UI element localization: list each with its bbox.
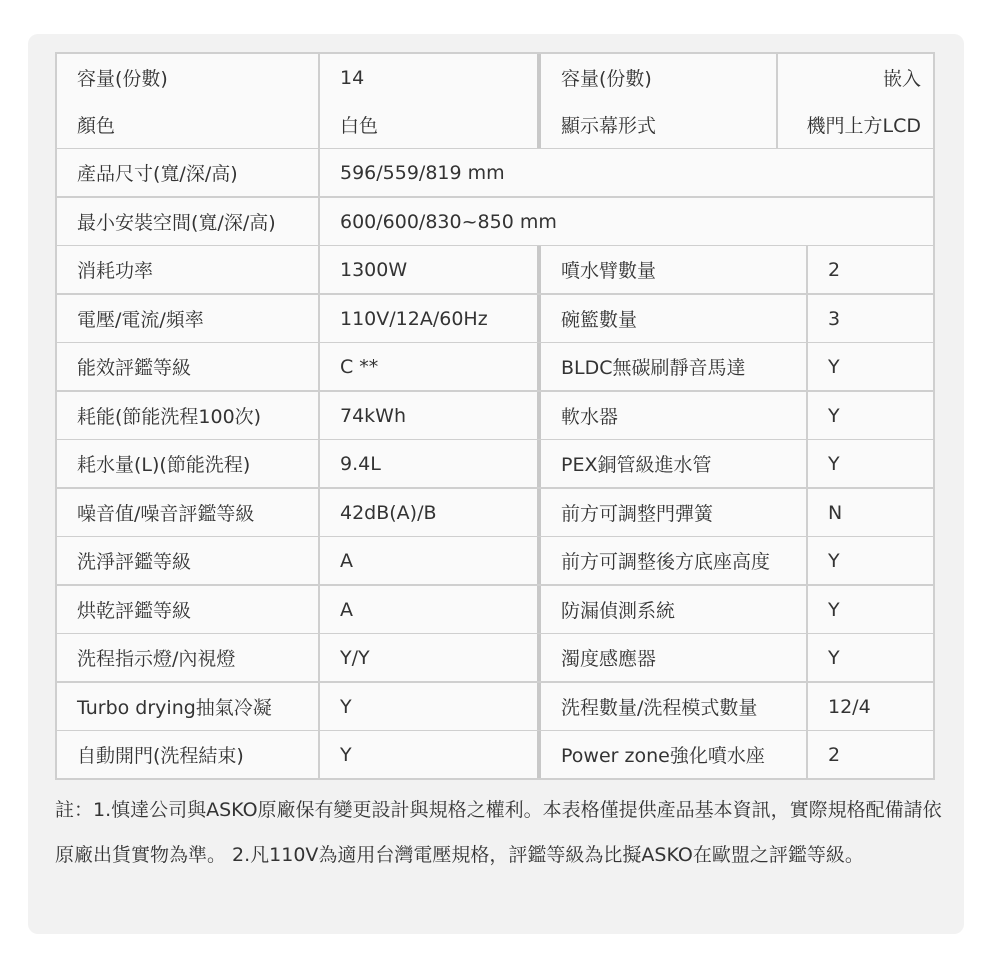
spec-value: Y	[806, 537, 935, 584]
spec-label: 耗水量(L)(節能洗程)	[55, 440, 318, 487]
table-row	[55, 537, 935, 586]
row-right-border	[933, 440, 935, 487]
footnote: 註：1.慎達公司與ASKO原廠保有變更設計與規格之權利。本表格僅提供產品基本資訊，實際規格配備請依原廠出貨實物為準。 2.凡110V為適用台灣電壓規格，評鑑等級為比擬ASKO在歐盟之評鑑等級。	[55, 799, 942, 866]
spec-label: 防漏偵測系統	[537, 586, 806, 633]
row-right-border	[933, 392, 935, 439]
table-row	[55, 295, 935, 344]
spec-value: Y	[318, 731, 537, 778]
spec-label: 顯示幕形式	[537, 101, 776, 148]
spec-label: 耗能(節能洗程100次)	[55, 392, 318, 439]
spec-value: A	[318, 537, 537, 584]
spec-label: 容量(份數)	[55, 54, 318, 101]
spec-label: 洗淨評鑑等級	[55, 537, 318, 584]
spec-label: 洗程數量/洗程模式數量	[537, 683, 806, 730]
spec-label: 洗程指示燈/內視燈	[55, 634, 318, 681]
spec-value: 機門上方LCD	[776, 101, 935, 148]
spec-label: 自動開門(洗程結束)	[55, 731, 318, 778]
row-right-border	[933, 489, 935, 536]
spec-label: 前方可調整門彈簧	[537, 489, 806, 536]
table-row	[55, 731, 935, 780]
spec-label: 碗籃數量	[537, 295, 806, 342]
spec-value: C **	[318, 343, 537, 390]
spec-label: 濁度感應器	[537, 634, 806, 681]
spec-label: Power zone強化噴水座	[537, 731, 806, 778]
spec-value: 600/600/830~850 mm	[318, 198, 935, 245]
spec-label: PEX銅管級進水管	[537, 440, 806, 487]
spec-value: 110V/12A/60Hz	[318, 295, 537, 342]
spec-value: Y	[806, 634, 935, 681]
spec-label: 顏色	[55, 101, 318, 148]
spec-value: 9.4L	[318, 440, 537, 487]
table-row	[55, 586, 935, 635]
table-row	[55, 52, 935, 103]
table-row	[55, 634, 935, 683]
spec-label: 容量(份數)	[537, 54, 776, 101]
table-row	[55, 101, 935, 150]
spec-label: 軟水器	[537, 392, 806, 439]
table-row	[55, 343, 935, 392]
row-right-border	[933, 149, 935, 196]
spec-value: 14	[318, 54, 537, 101]
row-right-border	[933, 634, 935, 681]
spec-table	[55, 52, 935, 773]
spec-value: 2	[806, 731, 935, 778]
spec-value: 42dB(A)/B	[318, 489, 537, 536]
spec-value: 白色	[318, 101, 537, 148]
spec-value: 嵌入	[776, 54, 935, 101]
spec-value: N	[806, 489, 935, 536]
spec-value: 12/4	[806, 683, 935, 730]
row-right-border	[933, 683, 935, 730]
spec-value: 1300W	[318, 246, 537, 293]
table-row	[55, 246, 935, 295]
spec-label: 前方可調整後方底座高度	[537, 537, 806, 584]
spec-value: 2	[806, 246, 935, 293]
table-row	[55, 683, 935, 732]
spec-value: Y	[806, 343, 935, 390]
spec-value: 596/559/819 mm	[318, 149, 935, 196]
row-right-border	[933, 586, 935, 633]
row-right-border	[933, 537, 935, 584]
spec-value: Y/Y	[318, 634, 537, 681]
table-row	[55, 149, 935, 198]
spec-label: 產品尺寸(寬/深/高)	[55, 149, 318, 196]
spec-label: 能效評鑑等級	[55, 343, 318, 390]
spec-label: 電壓/電流/頻率	[55, 295, 318, 342]
table-row	[55, 440, 935, 489]
spec-label: 最小安裝空間(寬/深/高)	[55, 198, 318, 245]
spec-label: 烘乾評鑑等級	[55, 586, 318, 633]
spec-label: 消耗功率	[55, 246, 318, 293]
spec-value: 74kWh	[318, 392, 537, 439]
spec-value: Y	[806, 440, 935, 487]
spec-value: Y	[318, 683, 537, 730]
spec-value: 3	[806, 295, 935, 342]
row-right-border	[933, 198, 935, 245]
spec-label: 噴水臂數量	[537, 246, 806, 293]
spec-value: Y	[806, 392, 935, 439]
table-row	[55, 198, 935, 247]
table-row	[55, 392, 935, 441]
spec-label: Turbo drying抽氣冷凝	[55, 683, 318, 730]
table-row	[55, 489, 935, 538]
row-right-border	[933, 101, 935, 148]
row-right-border	[933, 295, 935, 342]
spec-value: Y	[806, 586, 935, 633]
spec-label: 噪音值/噪音評鑑等級	[55, 489, 318, 536]
row-right-border	[933, 343, 935, 390]
row-right-border	[933, 246, 935, 293]
row-right-border	[933, 54, 935, 101]
spec-label: BLDC無碳刷靜音馬達	[537, 343, 806, 390]
row-right-border	[933, 731, 935, 778]
spec-value: A	[318, 586, 537, 633]
